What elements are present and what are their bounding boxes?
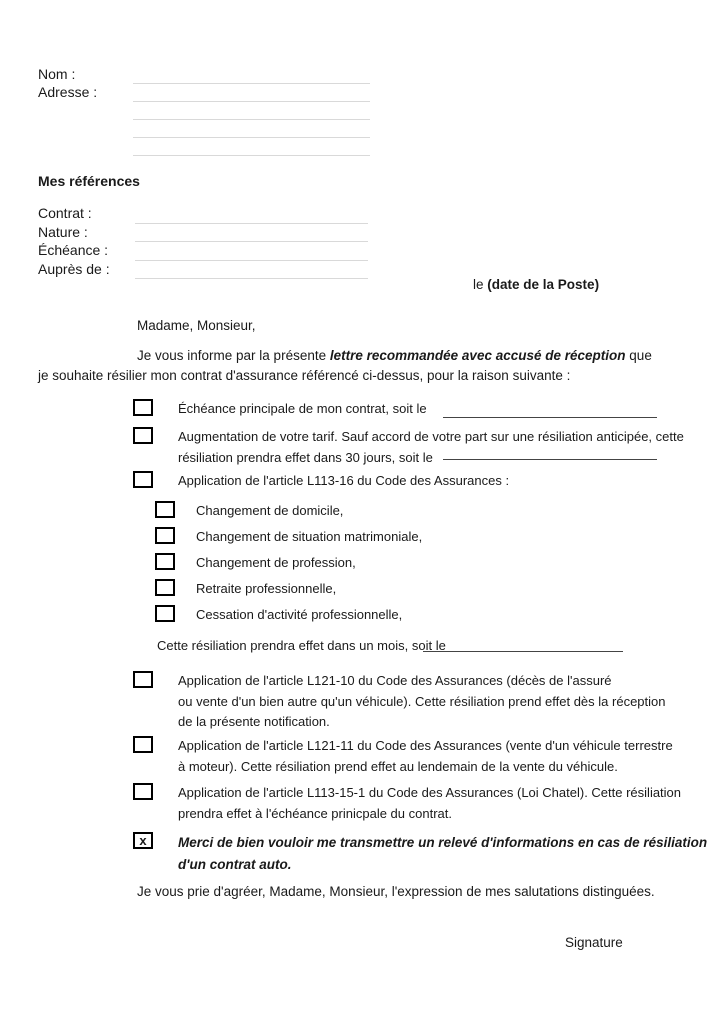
one-month-date-fill-line[interactable] bbox=[423, 651, 623, 652]
nature-row bbox=[38, 224, 368, 243]
option-augmentation bbox=[133, 427, 684, 468]
due-date-field[interactable] bbox=[135, 242, 368, 261]
address-field-3[interactable] bbox=[133, 120, 370, 138]
date-prefix: le bbox=[473, 277, 484, 292]
contract-row bbox=[38, 205, 368, 224]
sender-address-row bbox=[38, 120, 370, 138]
sender-name-row bbox=[38, 66, 370, 84]
option-augmentation-line-1: Augmentation de votre tarif. Sauf accord de votre part sur une résiliation anticipée, cette bbox=[178, 429, 684, 444]
sender-address-row bbox=[38, 138, 370, 156]
option-echeance bbox=[133, 399, 673, 420]
due-date-label: Échéance : bbox=[38, 242, 109, 258]
l113-16-note bbox=[157, 635, 677, 654]
sub-option-profession-label: Changement de profession, bbox=[196, 555, 356, 570]
insurer-row bbox=[38, 261, 368, 280]
option-releve-line-2: d'un contrat auto. bbox=[178, 857, 292, 872]
checkbox-profession[interactable] bbox=[155, 553, 175, 570]
sub-option-profession bbox=[155, 553, 356, 574]
echeance-date-fill-line[interactable] bbox=[443, 417, 657, 418]
date-placeholder: (date de la Poste) bbox=[487, 277, 600, 292]
option-l113-16 bbox=[133, 471, 673, 492]
checkbox-augmentation[interactable] bbox=[133, 427, 153, 444]
checkbox-l121-11[interactable] bbox=[133, 736, 153, 753]
option-l121-11-line-2: à moteur). Cette résiliation prend effet au lendemain de la vente du véhicule. bbox=[178, 758, 618, 774]
checkbox-l121-10[interactable] bbox=[133, 671, 153, 688]
date-line bbox=[473, 277, 599, 292]
sub-option-retraite bbox=[155, 579, 336, 600]
address-field-2[interactable] bbox=[133, 102, 370, 120]
sub-option-domicile bbox=[155, 501, 343, 522]
nature-field[interactable] bbox=[135, 224, 368, 243]
name-field[interactable] bbox=[133, 66, 370, 84]
option-l121-10 bbox=[133, 671, 693, 733]
intro-line-1: Je vous informe par la présente lettre recommandée avec accusé de réception que bbox=[137, 348, 652, 363]
option-l121-10-line-3: de la présente notification. bbox=[178, 714, 330, 729]
option-l121-10-line-2: ou vente d'un bien autre qu'un véhicule). Cette résiliation prend effet dès la réception bbox=[178, 693, 666, 709]
augmentation-date-fill-line[interactable] bbox=[443, 459, 657, 460]
address-field-1[interactable] bbox=[133, 84, 370, 102]
address-field-4[interactable] bbox=[133, 138, 370, 156]
checkbox-releve-checked[interactable] bbox=[133, 832, 153, 849]
sub-option-matrimoniale bbox=[155, 527, 422, 548]
l113-16-note-text: Cette résiliation prendra effet dans un mois, soit le bbox=[157, 638, 446, 653]
references-block bbox=[38, 205, 368, 279]
checkbox-l113-16[interactable] bbox=[133, 471, 153, 488]
check-mark: x bbox=[139, 833, 147, 848]
sub-option-cessation bbox=[155, 605, 402, 626]
option-augmentation-line-2: résiliation prendra effet dans 30 jours, soit le bbox=[178, 449, 433, 465]
option-echeance-label: Échéance principale de mon contrat, soit le bbox=[178, 401, 427, 416]
option-releve-line-1: Merci de bien vouloir me transmettre un relevé d'informations en cas de résiliation bbox=[178, 835, 708, 850]
closing-sentence: Je vous prie d'agréer, Madame, Monsieur, l'expression de mes salutations distinguées. bbox=[137, 884, 655, 899]
insurer-field[interactable] bbox=[135, 261, 368, 280]
checkbox-l113-15-1[interactable] bbox=[133, 783, 153, 800]
checkbox-echeance[interactable] bbox=[133, 399, 153, 416]
signature-label: Signature bbox=[565, 935, 623, 950]
checkbox-domicile[interactable] bbox=[155, 501, 175, 518]
references-heading: Mes références bbox=[38, 173, 140, 189]
sub-option-cessation-label: Cessation d'activité professionnelle, bbox=[196, 607, 403, 622]
address-label: Adresse : bbox=[38, 84, 98, 100]
checkbox-retraite[interactable] bbox=[155, 579, 175, 596]
sub-option-retraite-label: Retraite professionnelle, bbox=[196, 581, 337, 596]
nature-label: Nature : bbox=[38, 223, 88, 240]
sender-address-row bbox=[38, 84, 370, 102]
option-l113-15-1-line-1: Application de l'article L113-15-1 du Code des Assurances (Loi Chatel). Cette résiliation bbox=[178, 785, 682, 800]
due-date-row bbox=[38, 242, 368, 261]
intro-paragraph bbox=[38, 346, 698, 386]
option-l113-15-1 bbox=[133, 783, 693, 824]
insurer-label: Auprès de : bbox=[38, 260, 110, 277]
salutation: Madame, Monsieur, bbox=[137, 318, 256, 333]
option-l113-15-1-line-2: prendra effet à l'échéance prinicpale du contrat. bbox=[178, 805, 452, 821]
option-l121-11 bbox=[133, 736, 693, 777]
name-label: Nom : bbox=[38, 66, 76, 82]
option-l113-16-label: Application de l'article L113-16 du Code des Assurances : bbox=[178, 473, 510, 488]
checkbox-matrimoniale[interactable] bbox=[155, 527, 175, 544]
sub-option-matrimoniale-label: Changement de situation matrimoniale, bbox=[196, 529, 423, 544]
checkbox-cessation[interactable] bbox=[155, 605, 175, 622]
contract-field[interactable] bbox=[135, 205, 368, 224]
option-l121-11-line-1: Application de l'article L121-11 du Code des Assurances (vente d'un véhicule terrestre bbox=[178, 738, 673, 753]
sub-option-domicile-label: Changement de domicile, bbox=[196, 503, 344, 518]
registered-letter-emphasis: lettre recommandée avec accusé de réception bbox=[329, 348, 626, 363]
sender-block bbox=[38, 66, 370, 156]
intro-line-2: je souhaite résilier mon contrat d'assurance référencé ci-dessus, pour la raison suivante : bbox=[38, 368, 571, 383]
sender-address-row bbox=[38, 102, 370, 120]
option-l121-10-line-1: Application de l'article L121-10 du Code des Assurances (décès de l'assuré bbox=[178, 673, 612, 688]
contract-label: Contrat : bbox=[38, 205, 92, 221]
option-releve bbox=[133, 832, 708, 876]
